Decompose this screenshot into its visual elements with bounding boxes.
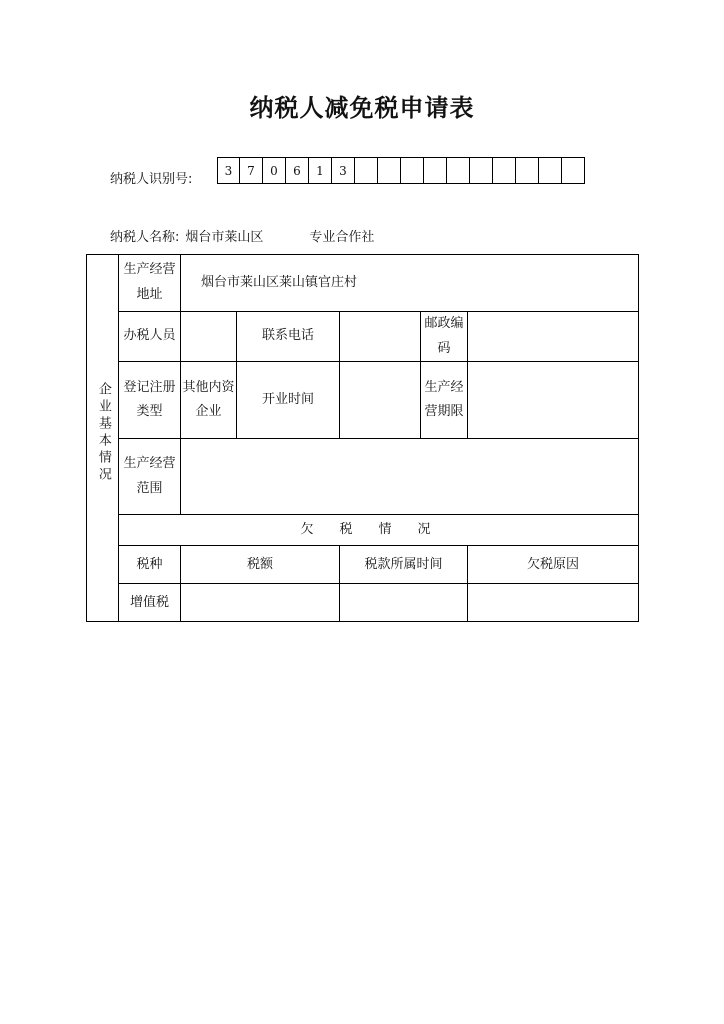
row1-period[interactable]: [340, 584, 468, 622]
id-digit-box[interactable]: [401, 157, 424, 184]
tax-officer-label: 办税人员: [119, 312, 181, 362]
form-title: 纳税人减免税申请表: [249, 93, 475, 122]
id-digit-box[interactable]: [447, 157, 470, 184]
id-digit-box[interactable]: [355, 157, 378, 184]
id-digit-box[interactable]: [516, 157, 539, 184]
id-digit-box[interactable]: 3: [332, 157, 355, 184]
reg-type-label: 登记注册类型: [119, 362, 181, 439]
row1-amount[interactable]: [181, 584, 340, 622]
postcode-label: 邮政编码: [421, 312, 468, 362]
reg-type-value[interactable]: 其他内资企业: [181, 362, 237, 439]
open-time-label: 开业时间: [237, 362, 340, 439]
id-digit-box[interactable]: 1: [309, 157, 332, 184]
open-time-value[interactable]: [340, 362, 421, 439]
col-reason: 欠税原因: [468, 546, 639, 584]
col-tax-type: 税种: [119, 546, 181, 584]
id-digit-box[interactable]: 0: [263, 157, 286, 184]
id-digit-box[interactable]: 6: [286, 157, 309, 184]
col-amount: 税额: [181, 546, 340, 584]
taxpayer-id-label: 纳税人识别号:: [110, 172, 193, 187]
section-label: 企业基本情况: [95, 382, 111, 485]
phone-value[interactable]: [340, 312, 421, 362]
id-digit-box[interactable]: [378, 157, 401, 184]
phone-label: 联系电话: [237, 312, 340, 362]
id-digit-box[interactable]: 3: [218, 157, 240, 184]
tax-officer-value[interactable]: [181, 312, 237, 362]
id-digit-box[interactable]: [424, 157, 447, 184]
id-digit-box[interactable]: [470, 157, 493, 184]
taxpayer-name-suffix: 专业合作社: [309, 230, 375, 245]
section-label-cell: [87, 255, 119, 622]
taxpayer-id-boxes: [217, 157, 585, 184]
id-digit-box[interactable]: [562, 157, 585, 184]
scope-value[interactable]: [181, 439, 639, 515]
period-label: 生产经营期限: [421, 362, 468, 439]
col-period: 税款所属时间: [340, 546, 468, 584]
address-value[interactable]: 烟台市莱山区莱山镇官庄村: [181, 255, 639, 312]
row1-reason[interactable]: [468, 584, 639, 622]
row1-tax-type: 增值税: [119, 584, 181, 622]
taxpayer-name-row: [110, 226, 374, 245]
application-table: [86, 254, 639, 622]
address-label: 生产经营地址: [119, 255, 181, 312]
period-value[interactable]: [468, 362, 639, 439]
id-digit-box[interactable]: [539, 157, 562, 184]
postcode-value[interactable]: [468, 312, 639, 362]
arrears-header: 欠税情况: [119, 515, 639, 546]
taxpayer-name-label: 纳税人名称:: [110, 230, 180, 245]
taxpayer-name-value[interactable]: 烟台市莱山区: [185, 230, 264, 245]
id-digit-box[interactable]: [493, 157, 516, 184]
scope-label: 生产经营范围: [119, 439, 181, 515]
id-digit-box[interactable]: 7: [240, 157, 263, 184]
